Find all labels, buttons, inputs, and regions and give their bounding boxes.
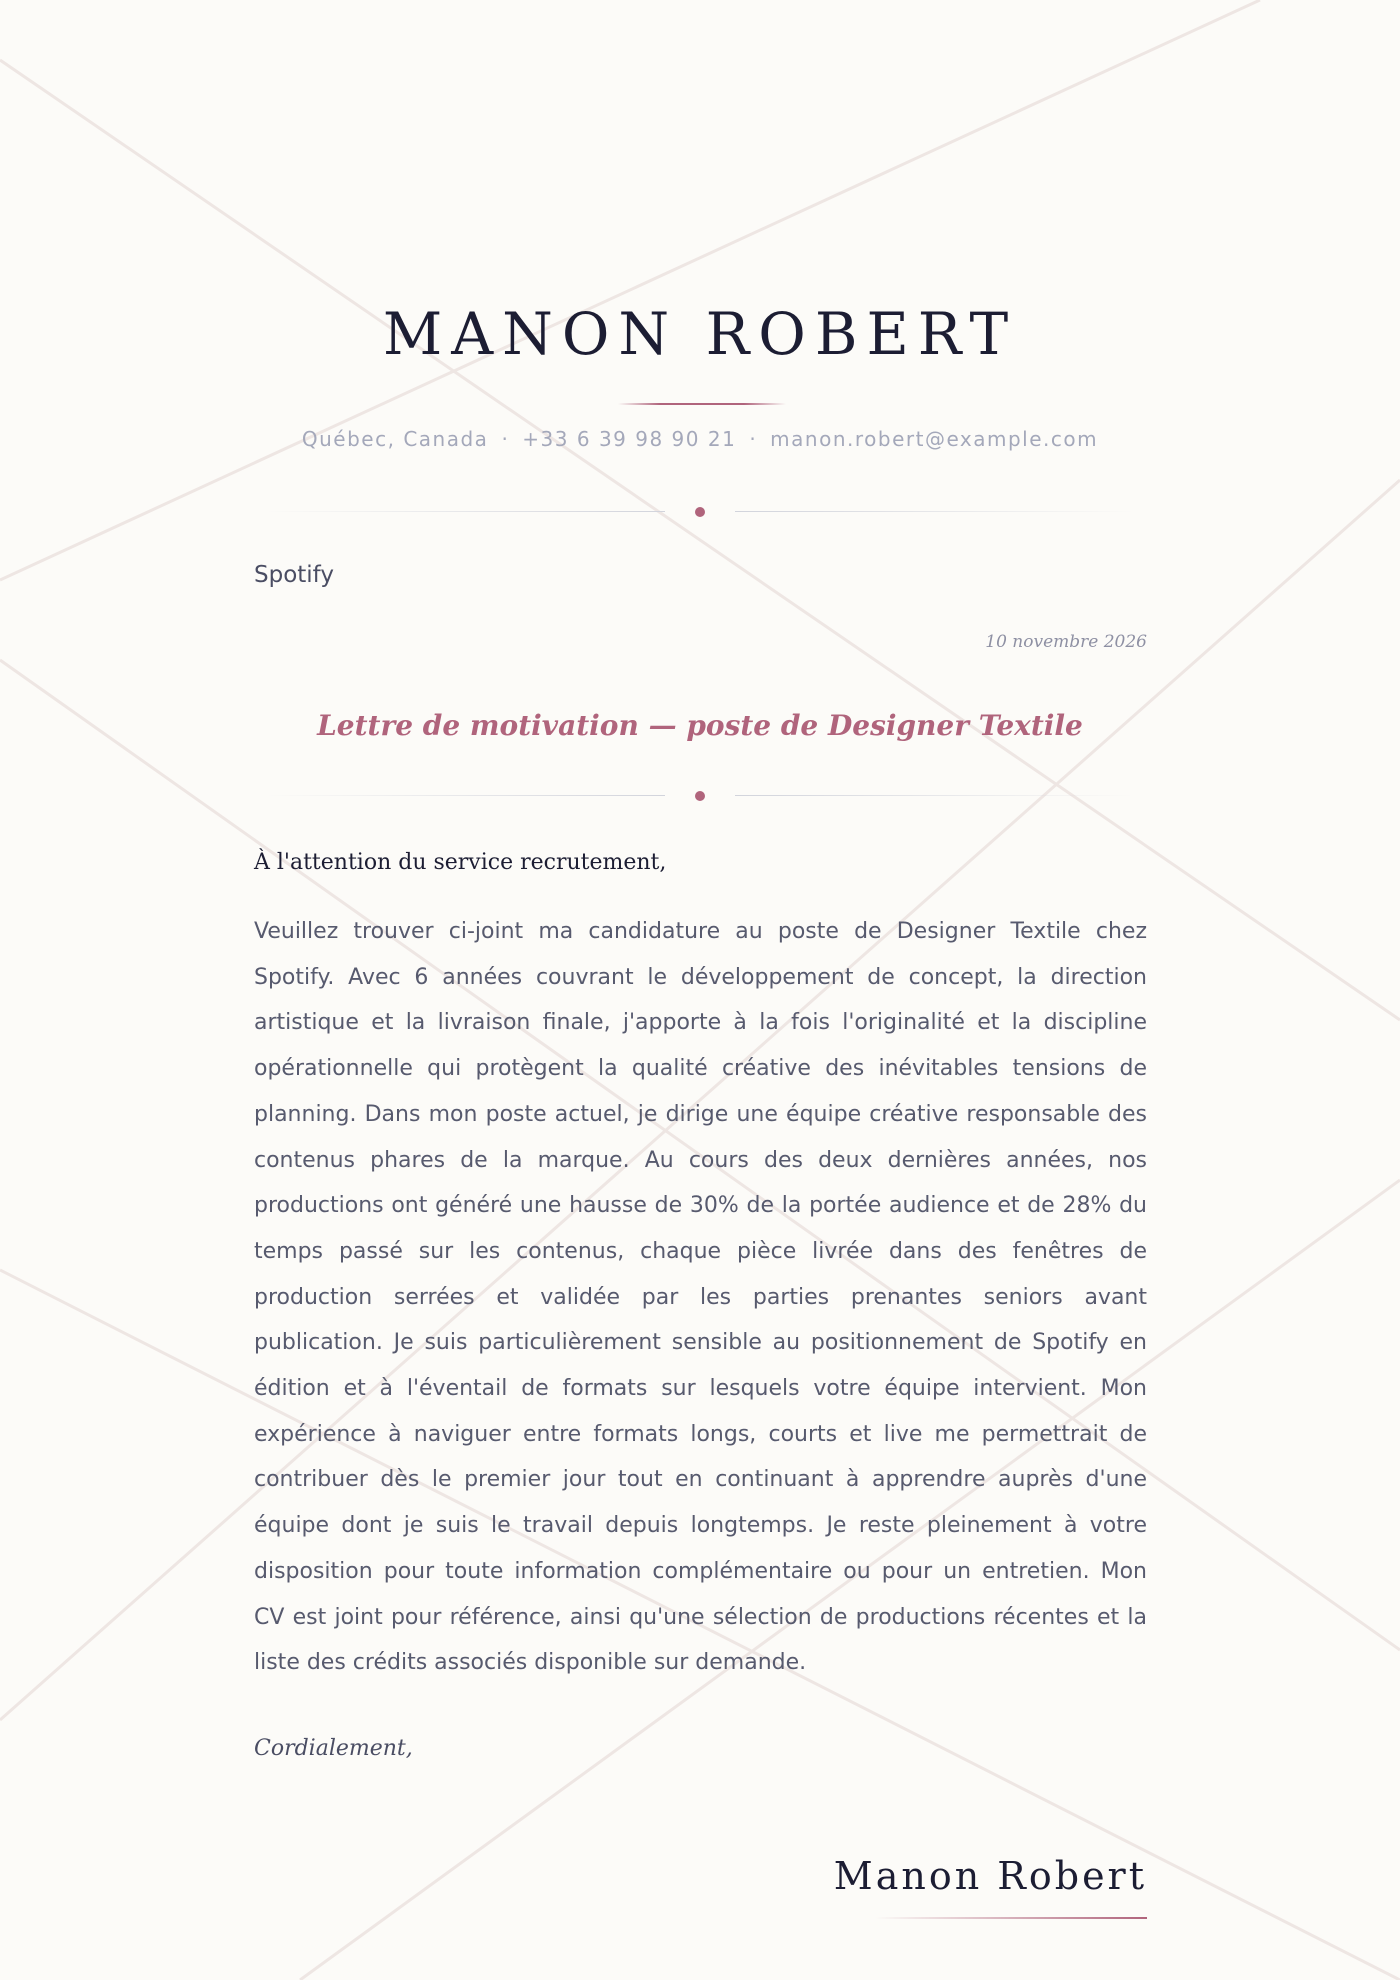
contact-email: manon.robert@example.com [770, 427, 1099, 451]
signature-name: Manon Robert [833, 1854, 1147, 1898]
header-divider [265, 506, 1135, 518]
recipient-company: Spotify [254, 562, 334, 588]
letter-subject: Lettre de motivation — poste de Designer Textile [317, 709, 1083, 742]
name-underline [618, 403, 786, 405]
contact-separator: · [749, 427, 758, 451]
closing: Cordialement, [254, 1736, 413, 1761]
divider-line-right [735, 511, 1135, 512]
signature-underline [875, 1917, 1147, 1919]
letter-date: 10 novembre 2026 [985, 632, 1147, 652]
contact-line [0, 425, 1400, 453]
contact-location: Québec, Canada [301, 427, 489, 451]
contact-separator: · [501, 427, 510, 451]
letter-body: Veuillez trouver ci-joint ma candidature au poste de Designer Textile chez Spotify. Avec 6 années couvrant le développement de concept, la direction artistique et la livraison finale, j'apporte à la fois l'originalité et la discipline opérationnelle qui protègent la qualité créative des inévitables tensions de planning. Dans mon poste actuel, je dirige une équipe créative responsable des contenus phares de la marque. Au cours des deux dernières années, nos productions ont généré une hausse de 30% de la portée audience et de 28% du temps passé sur les contenus, chaque pièce livrée dans des fenêtres de production serrées et validée par les parties prenantes seniors avant publication. Je suis particulièrement sensible au positionnement de Spotify en édition et à l'éventail de formats sur lesquels votre équipe intervient. Mon expérience à naviguer entre formats longs, courts et live me permettrait de contribuer dès le premier jour tout en continuant à apprendre auprès d'une équipe dont je suis le travail depuis longtemps. Je reste pleinement à votre disposition pour toute information complémentaire ou pour un entretien. Mon CV est joint pour référence, ainsi qu'une sélection de productions récentes et la liste des crédits associés disponible sur demande. [254, 919, 1147, 1676]
divider-dot [695, 507, 705, 517]
divider-line-left [265, 511, 665, 512]
salutation: À l'attention du service recrutement, [254, 850, 667, 875]
divider-line-left [265, 795, 665, 796]
divider-dot [695, 791, 705, 801]
subject-divider [265, 790, 1135, 802]
applicant-name: MANON ROBERT [382, 300, 1018, 368]
contact-phone: +33 6 39 98 90 21 [522, 427, 737, 451]
divider-line-right [735, 795, 1135, 796]
